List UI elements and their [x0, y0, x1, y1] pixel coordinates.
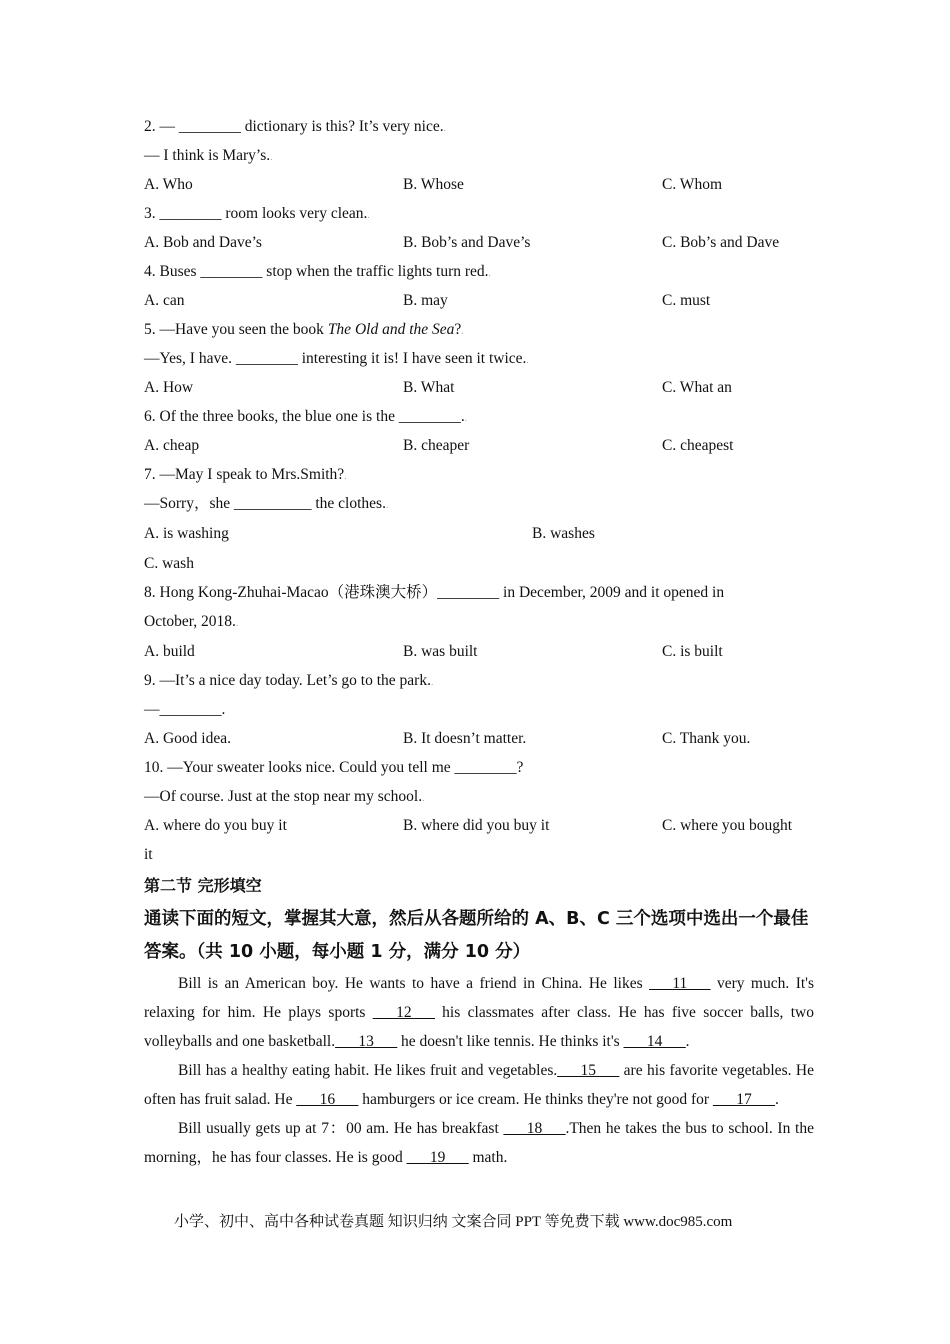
option-a: A. cheap	[144, 437, 200, 454]
page-footer: 小学、初中、高中各种试卷真题 知识归纳 文案合同 PPT 等免费下载 www.doc985.com	[174, 1214, 733, 1230]
option-c: C. wash	[144, 555, 194, 572]
question-5-stem: 5. —Have you seen the book The Old and the Sea?.	[144, 321, 464, 338]
option-a: A. can	[144, 292, 185, 309]
blank-11: ___11___	[649, 975, 711, 992]
question-2-stem: 2. — ________ dictionary is this? It’s very nice..	[144, 118, 446, 135]
option-c: C. What an	[662, 379, 732, 396]
question-9-reply: —________.	[144, 701, 226, 718]
blank-17: ___17___	[712, 1091, 775, 1108]
question-9-stem: 9. —It’s a nice day today. Let’s go to the park..	[144, 672, 434, 689]
blank-18: ___18___	[503, 1120, 566, 1137]
blank-14: ___14___	[623, 1033, 686, 1050]
option-b: B. was built	[403, 643, 478, 660]
question-8-stem: 8. Hong Kong-Zhuhai-Macao（港珠澳大桥）________ in December, 2009 and it opened in	[144, 584, 725, 601]
question-7-reply: —Sorry，she __________ the clothes..	[144, 495, 389, 512]
option-c: C. must	[662, 292, 711, 309]
option-b: B. cheaper	[403, 437, 470, 454]
option-a: A. How	[144, 379, 194, 396]
section-instruction: 通读下面的短文，掌握其大意，然后从各题所给的 A、B、C 三个选项中选出一个最佳答案。（共 10 小题，每小题 1 分，满分 10 分）	[144, 909, 809, 962]
option-a: A. Bob and Dave’s	[144, 234, 262, 251]
question-8-options	[144, 637, 814, 666]
blank-13: ___13___	[335, 1033, 398, 1050]
question-9-options	[144, 724, 814, 753]
question-10-option-wrap: it	[144, 846, 153, 863]
blank-19: ___19___	[406, 1149, 469, 1166]
option-b: B. washes	[532, 525, 595, 542]
question-8-stem-cont: October, 2018..	[144, 613, 239, 630]
option-a: A. where do you buy it	[144, 817, 287, 834]
option-b: B. may	[403, 292, 448, 309]
option-b: B. where did you buy it	[403, 817, 550, 834]
question-7-options-row1	[144, 518, 814, 549]
question-5-options	[144, 373, 814, 402]
passage-paragraph-2: Bill has a healthy eating habit. He likes fruit and vegetables.___15___ are his favorite vegetables. He often has fruit salad. He ___16___ hamburgers or ice cream. He thinks they're not good for ___17___.	[144, 1062, 814, 1108]
passage-paragraph-3: Bill usually gets up at 7：00 am. He has breakfast ___18___.Then he takes the bus to school. In the morning，he has four classes. He is good ___19___ math.	[144, 1120, 814, 1166]
option-c: C. where you bought	[662, 817, 793, 834]
option-b: B. Bob’s and Dave’s	[403, 234, 531, 251]
exam-page	[144, 112, 814, 1172]
blank-16: ___16___	[296, 1091, 359, 1108]
book-title: The Old and the Sea	[327, 321, 455, 338]
option-a: A. Who	[144, 176, 193, 193]
question-4-options	[144, 286, 814, 315]
question-2-options	[144, 170, 814, 199]
question-7-options-row2	[144, 549, 814, 578]
option-c: C. Thank you.	[662, 730, 751, 747]
option-c: C. cheapest	[662, 437, 734, 454]
question-6-stem: 6. Of the three books, the blue one is the ________..	[144, 408, 467, 425]
question-5-reply: —Yes, I have. ________ interesting it is! I have seen it twice..	[144, 350, 529, 367]
blank-12: ___12___	[372, 1004, 435, 1021]
section-title: 第二节 完形填空	[144, 876, 262, 895]
option-b: B. Whose	[403, 176, 464, 193]
question-2-reply: — I think is Mary’s..	[144, 147, 273, 164]
question-3-stem: 3. ________ room looks very clean..	[144, 205, 370, 222]
blank-15: ___15___	[557, 1062, 620, 1079]
question-3-options	[144, 228, 814, 257]
option-c: C. Whom	[662, 176, 722, 193]
question-4-stem: 4. Buses ________ stop when the traffic lights turn red..	[144, 263, 491, 280]
passage-paragraph-1: Bill is an American boy. He wants to have a friend in China. He likes ___11___ very much. It's relaxing for him. He plays sports ___12___ his classmates after class. He has five soccer balls, two volleyballs and one basketball.___13___ he doesn't like tennis. He thinks it's ___14___.	[144, 975, 814, 1050]
option-a: A. is washing	[144, 525, 229, 542]
question-10-options	[144, 811, 814, 840]
option-c: C. Bob’s and Dave	[662, 234, 780, 251]
option-a: A. build	[144, 643, 195, 660]
question-10-stem: 10. —Your sweater looks nice. Could you tell me ________?	[144, 759, 524, 776]
option-a: A. Good idea.	[144, 730, 231, 747]
option-b: B. It doesn’t matter.	[403, 730, 527, 747]
question-6-options	[144, 431, 814, 460]
question-7-stem: 7. —May I speak to Mrs.Smith?.	[144, 466, 347, 483]
option-b: B. What	[403, 379, 455, 396]
question-10-reply: —Of course. Just at the stop near my school..	[144, 788, 425, 805]
option-c: C. is built	[662, 643, 723, 660]
